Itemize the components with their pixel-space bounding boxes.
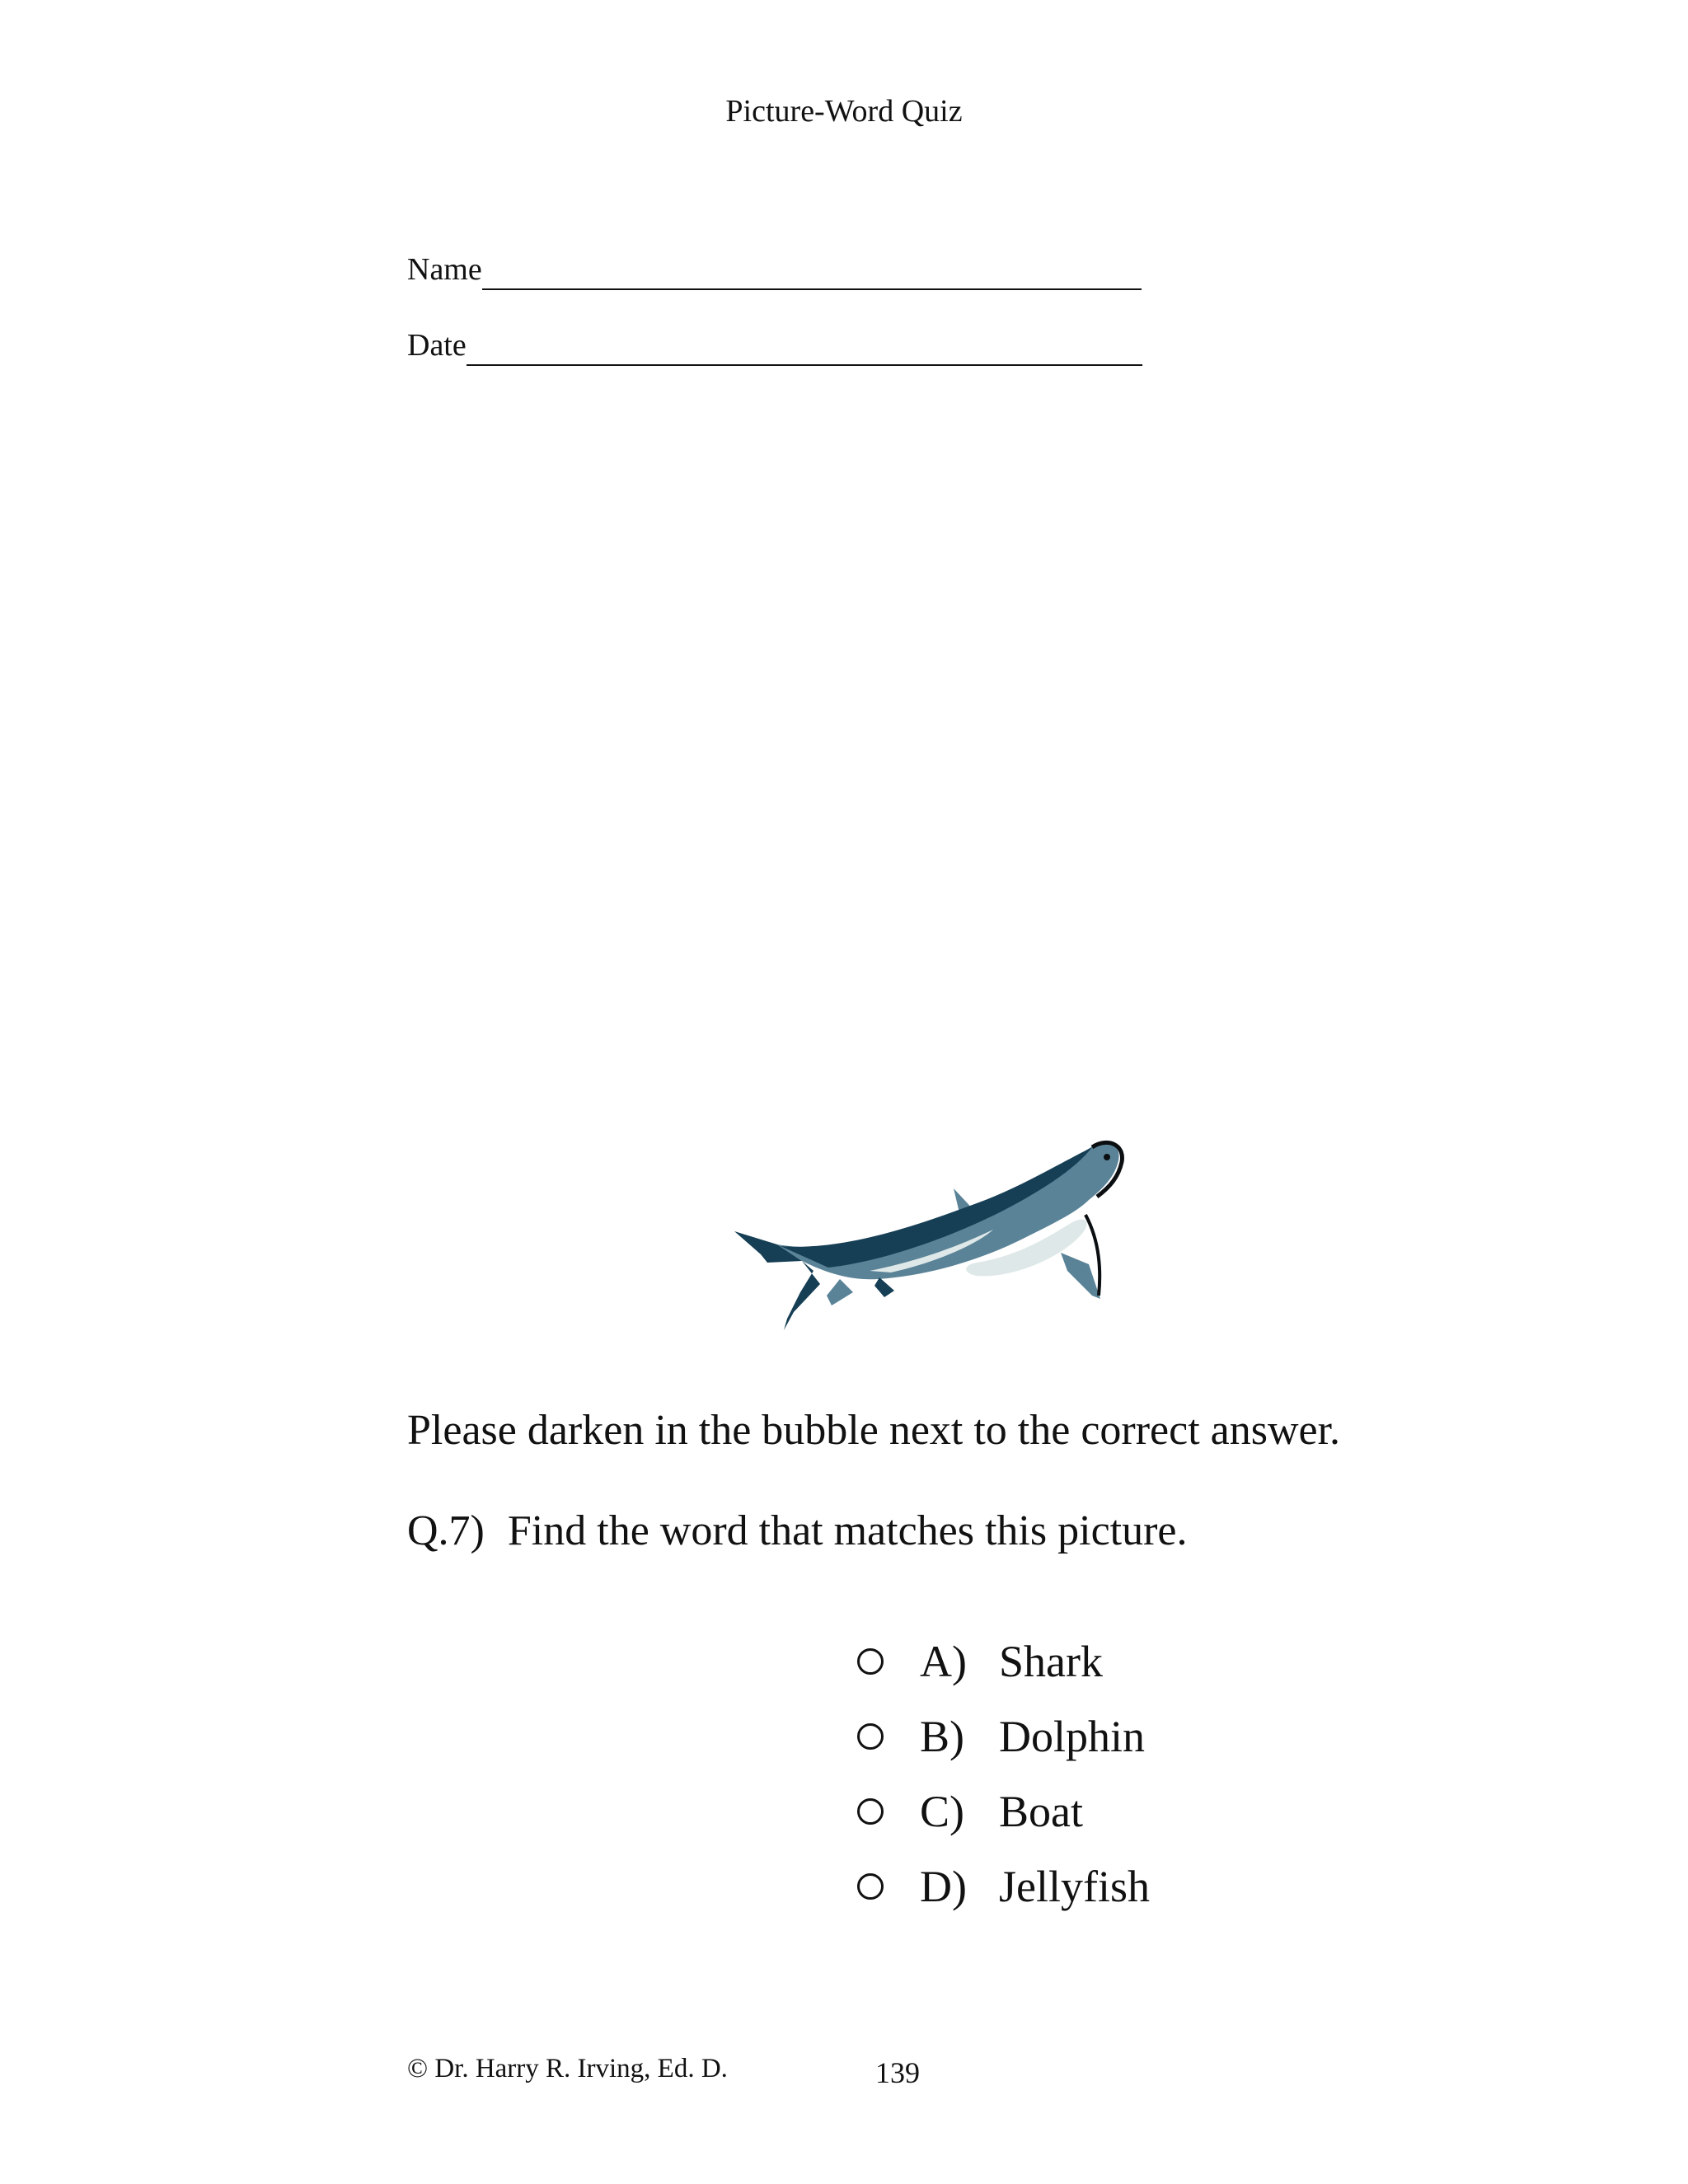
question-text: Find the word that matches this picture.: [507, 1507, 1188, 1554]
answer-choices: [857, 1624, 1150, 1924]
choice-text: Boat: [999, 1786, 1083, 1836]
bubble-icon[interactable]: [857, 1873, 884, 1900]
date-input-line[interactable]: [467, 331, 1142, 366]
choice-letter: A): [920, 1636, 967, 1686]
shark-pectoral-fin: [1061, 1253, 1100, 1299]
date-field[interactable]: [407, 330, 1142, 361]
date-label: Date: [407, 328, 467, 363]
choice-letter: B): [920, 1711, 964, 1761]
choice-c[interactable]: [857, 1774, 1150, 1849]
question-number: Q.7): [407, 1507, 485, 1554]
choice-text: Dolphin: [999, 1711, 1146, 1761]
shark-tail-lower: [784, 1261, 820, 1330]
choice-a[interactable]: [857, 1624, 1150, 1699]
choice-letter: C): [920, 1786, 964, 1836]
shark-anal-fin: [827, 1279, 853, 1305]
choice-text: Jellyfish: [999, 1861, 1150, 1911]
shark-eye: [1104, 1154, 1110, 1160]
question-prompt: [407, 1507, 1188, 1554]
shark-pelvic-fin: [874, 1277, 894, 1297]
choice-b[interactable]: [857, 1699, 1150, 1774]
bubble-icon[interactable]: [857, 1648, 884, 1675]
bubble-icon[interactable]: [857, 1723, 884, 1750]
name-field[interactable]: [407, 254, 1142, 285]
shark-illustration: [729, 1139, 1142, 1355]
bubble-icon[interactable]: [857, 1798, 884, 1825]
instruction-text: Please darken in the bubble next to the correct answer.: [407, 1407, 1341, 1454]
name-input-line[interactable]: [482, 255, 1142, 290]
footer-copyright: © Dr. Harry R. Irving, Ed. D.: [407, 2054, 728, 2083]
choice-d[interactable]: [857, 1849, 1150, 1924]
page-number: 139: [875, 2056, 920, 2089]
choice-text: Shark: [999, 1636, 1103, 1686]
name-label: Name: [407, 252, 482, 287]
choice-letter: D): [920, 1861, 967, 1911]
page-title: Picture-Word Quiz: [725, 94, 963, 129]
